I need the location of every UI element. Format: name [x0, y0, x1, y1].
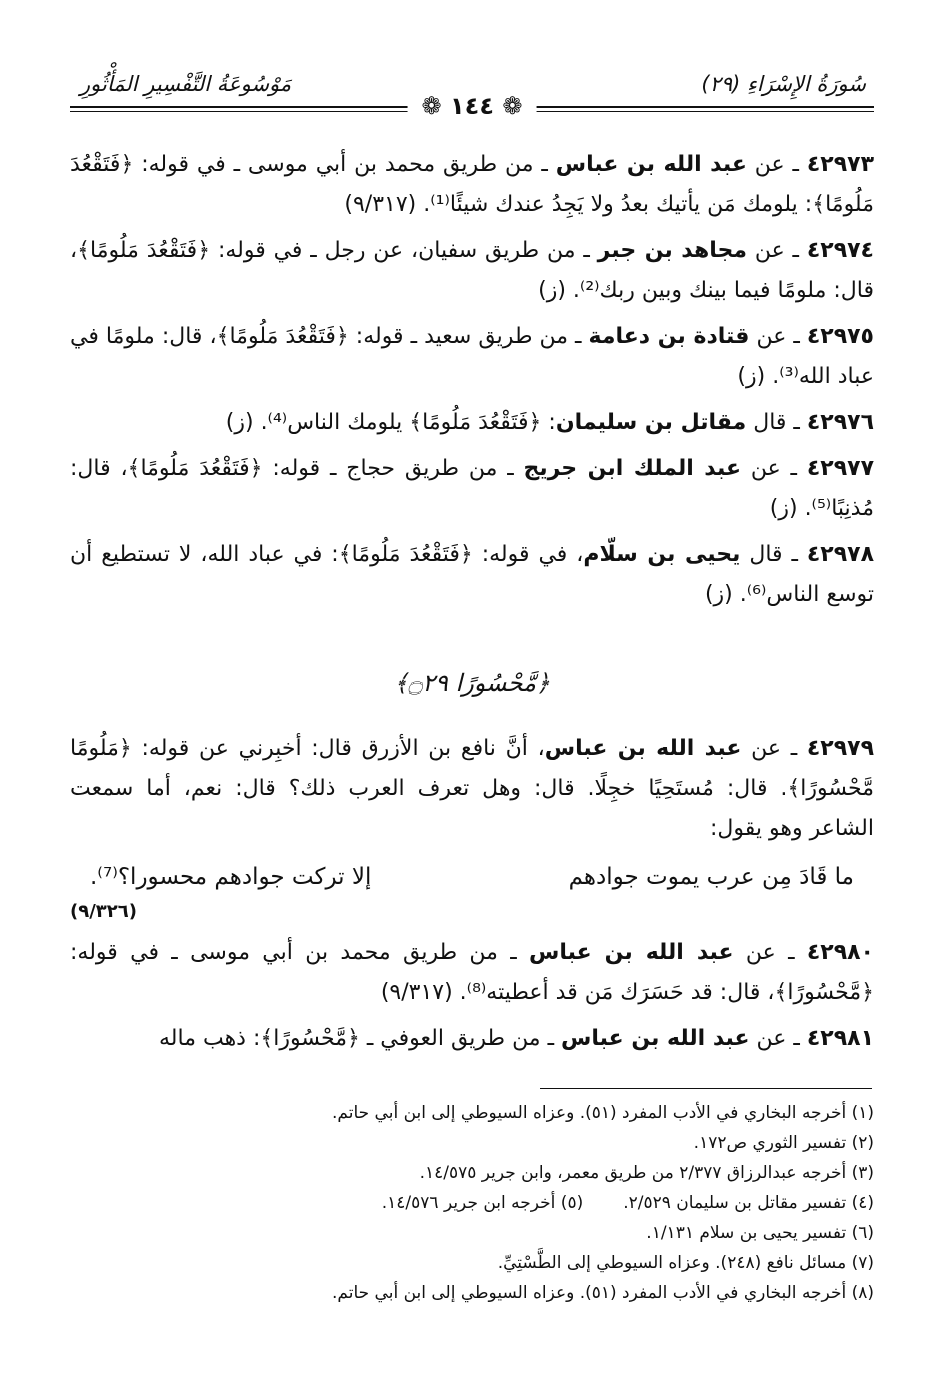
narration-entry: [70, 933, 874, 1013]
footnote-4: (٤) تفسير مقاتل بن سليمان ٢/٥٢٩.: [623, 1193, 874, 1213]
narration-number: ٤٢٩٧٣: [806, 152, 874, 177]
narration-prefix: ـ عن: [733, 940, 807, 965]
narration-entry: [70, 535, 874, 615]
surah-title: سُورَةُ الإِسْرَاءِ (٢٩): [701, 72, 866, 96]
narration-entry: [70, 231, 874, 311]
narrator-name: عبد الله بن عباس: [561, 1026, 750, 1051]
narration-text: ، أنَّ نافع بن الأزرق قال: أخبِرني عن قوله: ﴿مَلُومًا مَّحْسُورًا﴾. قال: مُستَحِيًا خجِلًا. قال: وهل تعرف العرب ذلك؟ قال: نعم، أما سمعت الشاعر وهو يقول:: [70, 736, 874, 841]
poem-second-hemistich: إلا تركت جوادهم محسورا؟⁽⁷⁾.: [90, 864, 372, 890]
footnote-1: (١) أخرجه البخاري في الأدب المفرد (٥١). وعزاه السيوطي إلى ابن أبي حاتم.: [332, 1103, 874, 1123]
footnote-3: (٣) أخرجه عبدالرزاق ٢/٣٧٧ من طريق معمر، وابن جرير ١٤/٥٧٥.: [419, 1163, 874, 1183]
narration-number: ٤٢٩٨٠: [806, 940, 874, 965]
narration-number: ٤٢٩٧٨: [806, 542, 874, 567]
ornament-icon: ❁: [493, 92, 523, 120]
narration-entry: [70, 1019, 874, 1059]
narration-prefix: ـ عن: [749, 1026, 807, 1051]
book-title: مَوْسُوعَةُ التَّفْسِيرِ المَأْثُورِ: [80, 72, 292, 96]
footnote-8: (٨) أخرجه البخاري في الأدب المفرد (٥١). وعزاه السيوطي إلى ابن أبي حاتم.: [332, 1283, 874, 1303]
narration-text: ، في قوله: ﴿فَتَقْعُدَ مَلُومًا﴾: في عباد الله، لا تستطيع أن توسع الناس⁽⁶⁾. (ز): [70, 542, 874, 607]
narration-entry: [70, 145, 874, 225]
narration-entry: [70, 403, 874, 443]
narration-entry: [70, 449, 874, 529]
running-header: [70, 68, 874, 128]
footnote-row-4-5: [70, 1188, 874, 1218]
narration-text: ـ من طريق محمد بن أبي موسى ـ في قوله: ﴿فَتَقْعُدَ مَلُومًا﴾: يلومك مَن يأتيك بعدُ ولا يَجِدُ عندك شيئًا⁽¹⁾. (٩/٣١٧): [70, 152, 874, 217]
narration-entry: [70, 729, 874, 849]
narration-number: ٤٢٩٧٤: [806, 238, 874, 263]
footnotes: [70, 1098, 874, 1308]
narration-number: ٤٢٩٧٥: [806, 324, 874, 349]
narration-text: ـ من طريق حجاج ـ قوله: ﴿فَتَقْعُدَ مَلُومًا﴾، قال: مُذنِبًا⁽⁵⁾. (ز): [70, 456, 874, 521]
narration-number: ٤٢٩٧٦: [806, 410, 874, 435]
narrator-name: عبد الله بن عباس: [555, 152, 747, 177]
narration-number: ٤٢٩٧٩: [806, 736, 874, 761]
narrator-name: عبد الله بن عباس: [529, 940, 734, 965]
narrator-name: قتادة بن دعامة: [588, 324, 750, 349]
narration-prefix: ـ عن: [746, 152, 807, 177]
main-text: [70, 145, 874, 1065]
narration-text: : ﴿فَتَقْعُدَ مَلُومًا﴾ يلومك الناس⁽⁴⁾. (ز): [225, 410, 556, 435]
footnote-2: (٢) تفسير الثوري ص١٧٢.: [693, 1133, 874, 1153]
page-number: [408, 92, 537, 120]
poem-first-hemistich: ما قَادَ مِن عرب يموت جوادهم: [568, 864, 854, 890]
narrator-name: عبد الله بن عباس: [544, 736, 742, 761]
poem-reference: (٩/٣٢٦): [70, 901, 137, 922]
narration-prefix: ـ قال: [746, 410, 807, 435]
footnote-6: (٦) تفسير يحيى بن سلام ١/١٣١.: [646, 1223, 874, 1243]
narration-prefix: ـ عن: [741, 736, 807, 761]
narration-prefix: ـ عن: [746, 238, 807, 263]
narrator-name: يحيى بن سلّام: [583, 542, 741, 567]
narration-entry: [70, 317, 874, 397]
narration-text: ـ من طريق محمد بن أبي موسى ـ في قوله: ﴿مَّحْسُورًا﴾، قال: قد حَسَرَك مَن قد أعطيته⁽⁸⁾. (٩/٣١٧): [70, 940, 874, 1005]
narration-text: ـ من طريق العوفي ـ ﴿مَّحْسُورًا﴾: ذهب ماله: [159, 1026, 562, 1051]
narrator-name: مجاهد بن جبر: [597, 238, 747, 263]
narration-prefix: ـ عن: [749, 324, 807, 349]
narrator-name: عبد الملك ابن جريج: [523, 456, 741, 481]
ornament-icon: ❁: [421, 92, 451, 120]
poem-verse: [70, 855, 874, 899]
narration-prefix: ـ قال: [740, 542, 807, 567]
page-number-value: ١٤٤: [450, 92, 494, 120]
narration-number: ٤٢٩٨١: [806, 1026, 874, 1051]
footnote-5: (٥) أخرجه ابن جرير ١٤/٥٧٦.: [381, 1193, 584, 1213]
footnote-separator: [540, 1088, 872, 1089]
narration-number: ٤٢٩٧٧: [806, 456, 874, 481]
narration-text: ـ من طريق سعيد ـ قوله: ﴿فَتَقْعُدَ مَلُومًا﴾، قال: ملومًا في عباد الله⁽³⁾. (ز): [70, 324, 874, 389]
narrator-name: مقاتل بن سليمان: [555, 410, 747, 435]
narration-text: ـ من طريق سفيان، عن رجل ـ في قوله: ﴿فَتَقْعُدَ مَلُومًا﴾، قال: ملومًا فيما بينك وبين ربك⁽²⁾. (ز): [70, 238, 874, 303]
footnote-7: (٧) مسائل نافع (٢٤٨). وعزاه السيوطي إلى الطَّسْتِيِّ.: [497, 1253, 874, 1273]
narration-prefix: ـ عن: [741, 456, 807, 481]
verse-heading: ﴿مَّحْسُورًا ۝٢٩﴾: [393, 669, 550, 697]
